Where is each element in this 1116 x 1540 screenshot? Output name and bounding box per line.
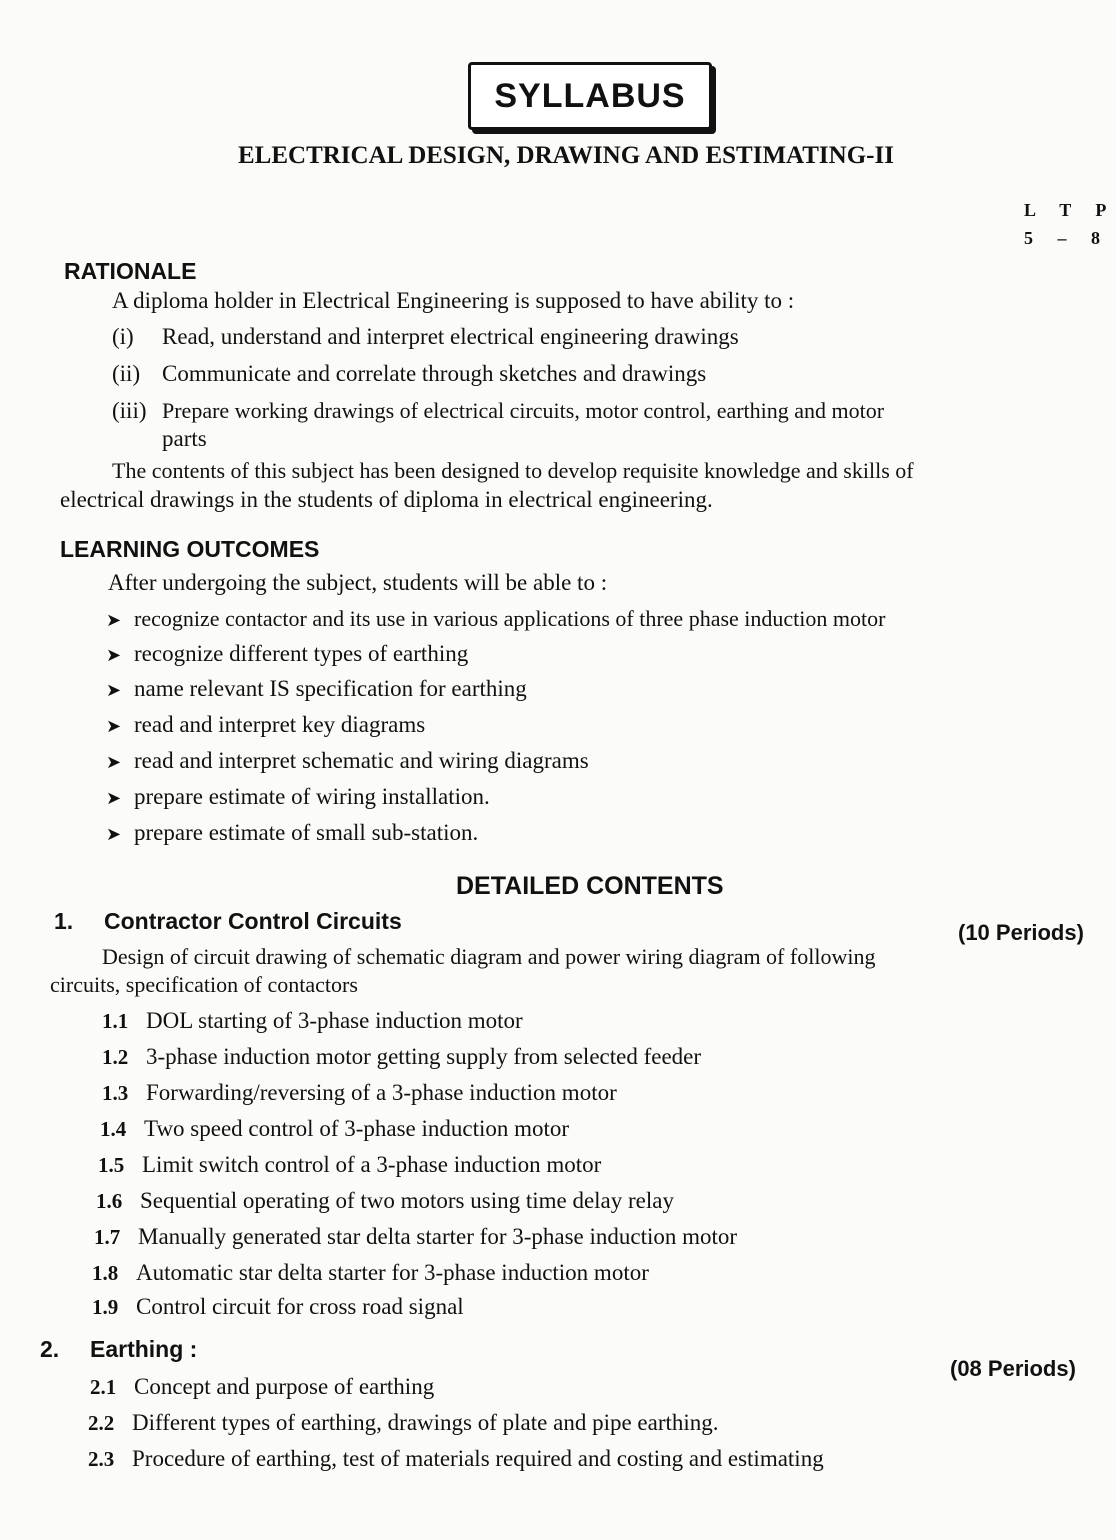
item-text: Limit switch control of a 3-phase induction motor	[142, 1152, 602, 1177]
section1-item	[102, 1044, 701, 1070]
arrow-bullet-icon: ➤	[106, 610, 122, 631]
item-number: 2.2	[88, 1411, 115, 1435]
section1-number: 1.	[54, 908, 74, 934]
outcome-item	[106, 748, 589, 774]
item-text: Concept and purpose of earthing	[134, 1374, 435, 1399]
rationale-item	[112, 361, 706, 387]
rationale-intro: A diploma holder in Electrical Engineering is supposed to have ability to :	[112, 288, 795, 313]
item-text: Control circuit for cross road signal	[136, 1294, 464, 1319]
ltp-values: 5 – 8	[1024, 228, 1110, 248]
outcome-item	[106, 606, 885, 632]
item-number: 2.1	[90, 1375, 117, 1399]
item-number: 1.3	[102, 1081, 129, 1105]
item-number: 1.8	[92, 1261, 119, 1285]
arrow-bullet-icon: ➤	[106, 680, 122, 701]
item-number: 1.9	[92, 1295, 119, 1319]
section2-title: Earthing :	[90, 1336, 198, 1362]
syllabus-banner: SYLLABUS	[468, 62, 712, 130]
outcome-text: read and interpret key diagrams	[134, 712, 426, 737]
item-text: 3-phase induction motor getting supply from selected feeder	[146, 1044, 702, 1069]
item-text: Two speed control of 3-phase induction motor	[144, 1116, 570, 1141]
section1-desc-line2: circuits, specification of contactors	[50, 972, 358, 997]
item-number: 1.5	[98, 1153, 125, 1177]
section1-item	[102, 1080, 617, 1106]
rationale-item	[112, 324, 739, 350]
section1-item	[92, 1260, 649, 1286]
rationale-item-continuation: parts	[162, 426, 207, 451]
section1-item	[98, 1152, 601, 1178]
item-text: Different types of earthing, drawings of plate and pipe earthing.	[132, 1410, 719, 1435]
item-number: 1.1	[102, 1009, 129, 1033]
section1-item	[96, 1188, 674, 1214]
section1-desc-line1: Design of circuit drawing of schematic diagram and power wiring diagram of following	[102, 944, 876, 969]
section2-item	[90, 1374, 434, 1400]
outcome-item	[106, 784, 490, 810]
section2-item	[88, 1446, 824, 1472]
outcome-item	[106, 820, 478, 846]
outcome-item	[106, 676, 527, 702]
arrow-bullet-icon: ➤	[106, 788, 122, 809]
rationale-heading: RATIONALE	[64, 258, 197, 284]
item-text: Communicate and correlate through sketches and drawings	[162, 361, 707, 386]
item-text: Procedure of earthing, test of materials required and costing and estimating	[132, 1446, 824, 1471]
arrow-bullet-icon: ➤	[106, 716, 122, 737]
item-label: (ii)	[112, 361, 141, 386]
item-number: 1.2	[102, 1045, 129, 1069]
detailed-contents-heading: DETAILED CONTENTS	[456, 872, 724, 900]
subject-title: ELECTRICAL DESIGN, DRAWING AND ESTIMATING-II	[238, 142, 894, 169]
outcome-text: read and interpret schematic and wiring diagrams	[134, 748, 589, 773]
item-number: 1.6	[96, 1189, 123, 1213]
outcome-text: recognize different types of earthing	[134, 641, 469, 666]
item-text: DOL starting of 3-phase induction motor	[146, 1008, 523, 1033]
outcome-item	[106, 712, 425, 738]
item-number: 2.3	[88, 1447, 115, 1471]
arrow-bullet-icon: ➤	[106, 824, 122, 845]
outcomes-intro: After undergoing the subject, students will be able to :	[108, 570, 608, 595]
section1-title: Contractor Control Circuits	[104, 908, 402, 934]
section1-item	[94, 1224, 737, 1250]
outcome-text: recognize contactor and its use in various applications of three phase induction motor	[134, 606, 886, 631]
rationale-paragraph-line2: electrical drawings in the students of diploma in electrical engineering.	[60, 487, 713, 512]
item-number: 1.7	[94, 1225, 121, 1249]
item-text: Forwarding/reversing of a 3-phase induction motor	[146, 1080, 617, 1105]
section2-periods: (08 Periods)	[950, 1356, 1076, 1381]
outcome-item	[106, 641, 468, 667]
arrow-bullet-icon: ➤	[106, 752, 122, 773]
item-text: Prepare working drawings of electrical circuits, motor control, earthing and motor	[162, 398, 885, 423]
section1-item	[100, 1116, 569, 1142]
section2-number: 2.	[40, 1336, 60, 1362]
item-text: Manually generated star delta starter for 3-phase induction motor	[138, 1224, 738, 1249]
outcome-text: name relevant IS specification for earthing	[134, 676, 527, 701]
arrow-bullet-icon: ➤	[106, 645, 122, 666]
outcome-text: prepare estimate of wiring installation.	[134, 784, 490, 809]
section1-periods: (10 Periods)	[958, 920, 1084, 945]
rationale-item	[112, 398, 884, 424]
outcomes-heading: LEARNING OUTCOMES	[60, 536, 320, 562]
item-text: Read, understand and interpret electrical engineering drawings	[162, 324, 739, 349]
section1-item	[102, 1008, 523, 1034]
item-number: 1.4	[100, 1117, 127, 1141]
item-text: Sequential operating of two motors using time delay relay	[140, 1188, 674, 1213]
item-label: (i)	[112, 324, 134, 349]
section1-item	[92, 1294, 464, 1320]
rationale-paragraph-line1: The contents of this subject has been designed to develop requisite knowledge and skills of	[112, 458, 914, 483]
outcome-text: prepare estimate of small sub-station.	[134, 820, 479, 845]
item-label: (iii)	[112, 398, 147, 423]
item-text: Automatic star delta starter for 3-phase induction motor	[136, 1260, 649, 1285]
section2-item	[88, 1410, 719, 1436]
ltp-header: L T P	[1024, 200, 1116, 220]
